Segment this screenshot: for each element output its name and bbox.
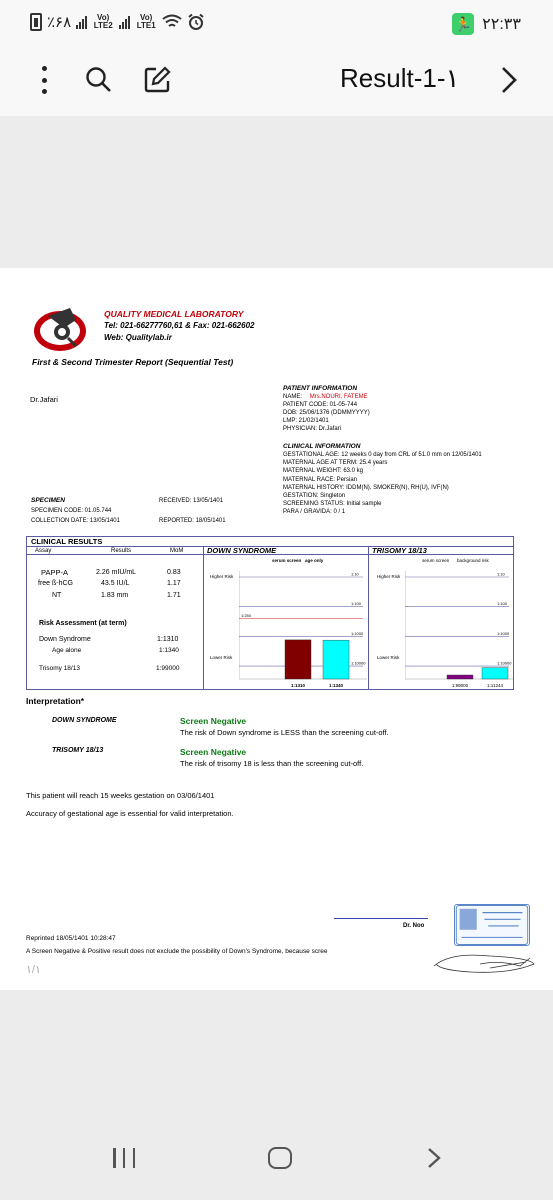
- scale-label: 1:10000: [497, 660, 512, 666]
- back-icon[interactable]: [424, 1146, 444, 1170]
- interp-text: The risk of trisomy 18 is less than the screening cut-off.: [180, 759, 364, 768]
- clinical-info-line: GESTATION: Singleton: [283, 493, 346, 500]
- trisomy-legend-serum: serum screen: [422, 558, 450, 563]
- assay-mom: 1.17: [167, 580, 181, 587]
- assay-result: 43.5 IU/L: [101, 580, 130, 587]
- signature-line: [334, 918, 428, 919]
- scale-label: 1:10: [351, 571, 359, 577]
- patient-name-label: NAME:: [283, 394, 303, 400]
- scale-label: 1:100: [351, 601, 362, 607]
- risk-bar: [285, 640, 311, 679]
- scale-label: 1:10: [497, 571, 505, 577]
- reported-date: REPORTED: 18/05/1401: [159, 518, 226, 524]
- col-mom: MoM: [170, 548, 184, 554]
- clinical-results-box: [26, 536, 514, 690]
- specimen-header: SPECIMEN: [31, 497, 65, 504]
- home-icon[interactable]: [268, 1147, 292, 1169]
- scale-label: 1:100: [497, 601, 508, 607]
- risk-value: 1:99000: [156, 665, 180, 672]
- recents-icon[interactable]: [113, 1148, 135, 1168]
- more-icon[interactable]: [40, 66, 48, 94]
- risk-value: 1:1340: [159, 647, 179, 654]
- accuracy-note: Accuracy of gestational age is essential for valid interpretation.: [26, 809, 234, 818]
- lab-tel: Tel: 021-66277760,61 & Fax: 021-662602: [104, 321, 255, 330]
- patient-lmp: LMP: 21/02/1401: [283, 418, 329, 424]
- bar-label: 1:11244: [487, 683, 503, 687]
- referring-doctor: Dr.Jafari: [30, 395, 58, 404]
- edit-icon[interactable]: [142, 65, 172, 95]
- chevron-right-icon[interactable]: [496, 64, 522, 96]
- clinical-info-line: SCREENING STATUS: Initial sample: [283, 501, 382, 508]
- trisomy-higher-risk: Higher Risk: [377, 574, 401, 579]
- clinical-info-line: MATERNAL WEIGHT: 63.0 kg: [283, 468, 364, 475]
- risk-assessment-header: Risk Assessment (at term): [39, 620, 127, 627]
- risk-label: Trisomy 18/13: [39, 665, 80, 672]
- lab-name: QUALITY MEDICAL LABORATORY: [104, 309, 244, 319]
- signal-icon: [76, 15, 87, 29]
- viewer-background: [0, 990, 553, 1110]
- col-assay: Assay: [35, 548, 52, 554]
- down-lower-risk: Lower Risk: [210, 655, 233, 660]
- clinical-results-header: CLINICAL RESULTS: [31, 537, 103, 546]
- battery-icon: [30, 13, 42, 31]
- footer-note: A Screen Negative & Positive result does not exclude the possibility of Down's Syndrome, because scree: [26, 948, 328, 955]
- navigation-bar: [0, 1110, 553, 1200]
- status-bar: [0, 0, 553, 46]
- gestation-note: This patient will reach 15 weeks gestation on 03/06/1401: [26, 791, 215, 800]
- sim2-label: Vo) LTE1: [136, 13, 156, 30]
- bar-label: 1:1340: [328, 683, 344, 687]
- reprinted: Reprinted 18/05/1401 10:28:47: [26, 935, 116, 942]
- down-syndrome-chart: [239, 571, 367, 687]
- page-number: ١/١: [26, 964, 41, 976]
- signal-icon: [119, 15, 130, 29]
- patient-info-header: PATIENT INFORMATION: [283, 385, 358, 392]
- scale-label: 1:10000: [351, 660, 366, 666]
- risk-bar: [447, 675, 473, 679]
- risk-bar: [482, 668, 508, 679]
- specimen-code: SPECIMEN CODE: 01.05.744: [31, 508, 112, 514]
- risk-bar: [323, 640, 349, 679]
- risk-value: 1:1310: [157, 636, 179, 643]
- status-left: [30, 13, 205, 31]
- lab-web: Web: Qualitylab.ir: [104, 333, 172, 342]
- signature-name: Dr. Noo: [403, 923, 425, 929]
- status-right: [452, 13, 521, 35]
- sim1-label: Vo) LTE2: [93, 13, 113, 30]
- interp-result: Screen Negative: [180, 716, 247, 726]
- interp-result: Screen Negative: [180, 747, 247, 757]
- trisomy-chart: [405, 571, 513, 687]
- document-page[interactable]: [0, 268, 553, 990]
- bar-label: 1:99000: [451, 683, 469, 687]
- assay-name: free ß-hCG: [38, 580, 74, 587]
- interp-label: DOWN SYNDROME: [52, 717, 117, 724]
- risk-label: Age alone: [52, 647, 82, 654]
- viewer-background: [0, 116, 553, 268]
- battery-percent: ٪۶۸: [47, 14, 72, 31]
- down-legend-serum: serum screen: [272, 558, 302, 563]
- document-title: Result-1-١: [340, 63, 460, 93]
- scale-label: 1:1000: [497, 630, 510, 636]
- trisomy-legend-background: background risk: [457, 558, 489, 563]
- trisomy-lower-risk: Lower Risk: [377, 655, 400, 660]
- assay-name: NT: [52, 592, 62, 599]
- assay-result: 2.26 mIU/mL: [96, 569, 137, 576]
- assay-mom: 1.71: [167, 592, 181, 599]
- clinical-info-list: [283, 451, 482, 517]
- patient-dob: DOB: 25/06/1376 (DDMMYYYY): [283, 410, 370, 416]
- patient-name-value: Mrs.NOURI, FATEME: [309, 394, 368, 400]
- collection-date: COLLECTION DATE: 13/05/1401: [31, 518, 120, 524]
- scale-label: 1:250: [241, 613, 252, 619]
- down-higher-risk: Higher Risk: [210, 574, 234, 579]
- interp-label: TRISOMY 18/13: [52, 747, 104, 754]
- clinical-info-line: MATERNAL RACE: Persian: [283, 476, 358, 483]
- patient-physician: PHYSICIAN: Dr.Jafari: [283, 426, 342, 432]
- assay-name: PAPP-A: [41, 568, 68, 577]
- report-title: First & Second Trimester Report (Sequential Test): [32, 357, 234, 367]
- clinical-info-header: CLINICAL INFORMATION: [283, 443, 361, 450]
- fitness-icon: 🏃: [452, 13, 474, 35]
- down-legend-age: age only: [305, 558, 324, 563]
- received-date: RECEIVED: 13/05/1401: [159, 498, 224, 504]
- down-chart-title: DOWN SYNDROME: [207, 546, 277, 555]
- alarm-icon: [187, 13, 205, 31]
- interpretation-header: Interpretation*: [26, 696, 85, 706]
- col-results: Results: [111, 548, 132, 554]
- trisomy-chart-title: TRISOMY 18/13: [372, 546, 427, 555]
- interp-text: The risk of Down syndrome is LESS than the screening cut-off.: [180, 728, 389, 737]
- bar-label: 1:1310: [290, 683, 306, 687]
- lab-logo: [30, 298, 96, 354]
- assay-mom: 0.83: [167, 569, 181, 576]
- signature-scribble: [430, 948, 540, 978]
- patient-name: [283, 393, 368, 401]
- clock: ۲۲:۳۳: [482, 16, 521, 33]
- scale-label: 1:1000: [351, 630, 364, 636]
- app-bar: [0, 46, 553, 116]
- clinical-info-line: MATERNAL AGE AT TERM: 25.4 years: [283, 460, 388, 467]
- clinical-info-line: MATERNAL HISTORY: IDDM(N), SMOKER(N), RH(U), IVF(N): [283, 484, 449, 491]
- assay-result: 1.83 mm: [101, 592, 129, 599]
- wifi-icon: [162, 14, 182, 30]
- clinical-info-line: PARA / GRAVIDA: 0 / 1: [283, 509, 346, 516]
- search-icon[interactable]: [84, 65, 114, 95]
- risk-label: Down Syndrome: [39, 636, 91, 643]
- clinical-info-line: GESTATIONAL AGE: 12 weeks 0 day from CRL of 51.0 mm on 12/05/1401: [283, 452, 482, 458]
- patient-code: PATIENT CODE: 01-05-744: [283, 402, 358, 408]
- lab-stamp: [454, 904, 530, 946]
